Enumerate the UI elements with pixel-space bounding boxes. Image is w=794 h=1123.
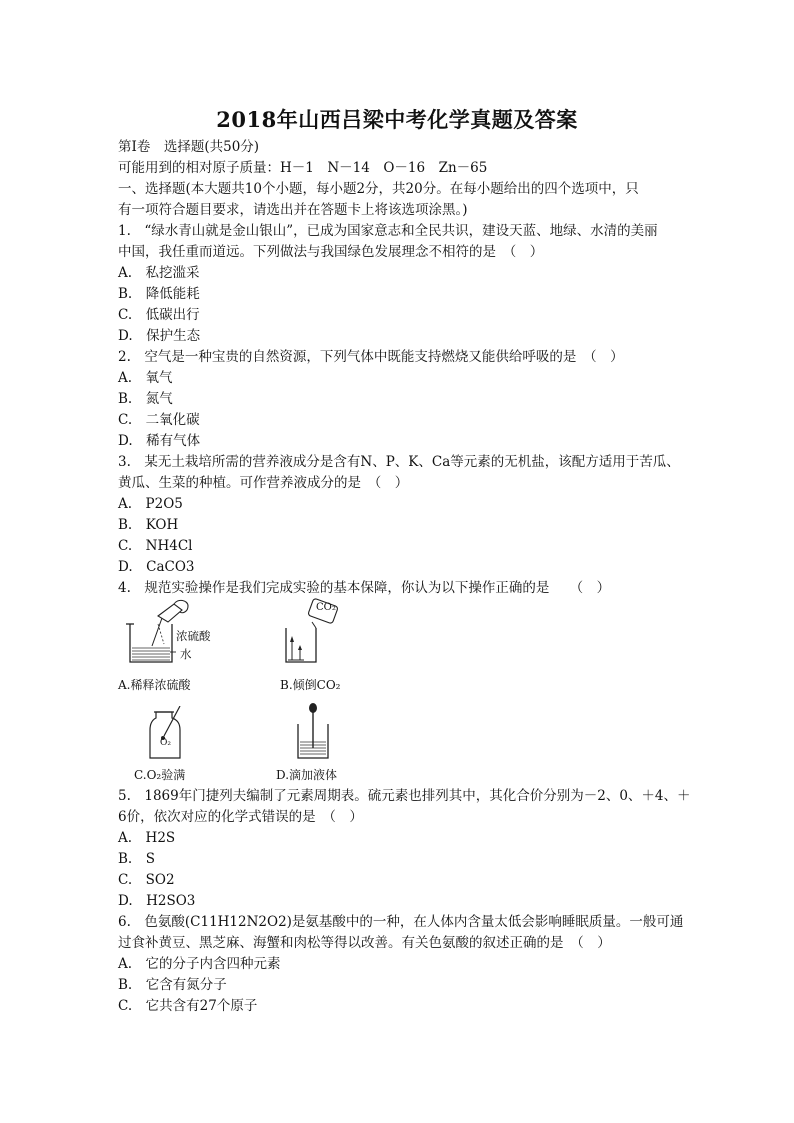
q3-stem-1: 3. 某无土栽培所需的营养液成分是含有N、P、K、Ca等元素的无机盐，该配方适用于苦瓜、 — [118, 454, 680, 470]
q2-option-d: D. 稀有气体 — [118, 433, 201, 449]
figure-c-caption: C.O₂验满 — [134, 768, 186, 782]
q5-option-a: A. H2S — [118, 830, 176, 846]
instructions-line-1: 一、选择题(本大题共10个小题，每小题2分，共20分。在每小题给出的四个选项中，只 — [118, 181, 639, 197]
q3-option-c: C. NH4Cl — [118, 538, 193, 554]
figure-a-caption: A.稀释浓硫酸 — [118, 678, 191, 692]
q1-stem-2: 中国，我任重而道远。下列做法与我国绿色发展理念不相符的是 （ ） — [118, 244, 544, 260]
q2-option-c: C. 二氧化碳 — [118, 412, 200, 428]
q5-stem-2: 6价，依次对应的化学式错误的是 （ ） — [118, 809, 363, 825]
q1-stem-1: 1. “绿水青山就是金山银山”，已成为国家意志和全民共识，建设天蓝、地绿、水清的美丽 — [118, 223, 658, 239]
q4-stem: 4. 规范实验操作是我们完成实验的基本保障，你认为以下操作正确的是 （ ） — [118, 580, 611, 596]
q5-stem-1: 5. 1869年门捷列夫编制了元素周期表。硫元素也排列其中，其化合价分别为－2、0、＋4、＋ — [118, 788, 691, 804]
page-title: 2018年山西吕梁中考化学真题及答案 — [216, 107, 578, 132]
q3-option-a: A. P2O5 — [118, 496, 183, 512]
q6-option-a: A. 它的分子内含四种元素 — [118, 956, 281, 972]
q1-option-d: D. 保护生态 — [118, 328, 201, 344]
figure-a-water-label: 水 — [180, 647, 192, 661]
q2-stem: 2. 空气是一种宝贵的自然资源，下列气体中既能支持燃烧又能供给呼吸的是 （ ） — [118, 349, 624, 365]
q1-option-c: C. 低碳出行 — [118, 307, 200, 323]
q6-stem-2: 过食补黄豆、黑芝麻、海蟹和肉松等得以改善。有关色氨酸的叙述正确的是 （ ） — [118, 935, 611, 951]
q5-option-c: C. SO2 — [118, 872, 175, 888]
instructions-line-2: 有一项符合题目要求，请选出并在答题卡上将该选项涂黑。) — [118, 202, 468, 218]
q2-option-a: A. 氧气 — [118, 370, 173, 386]
figure-c-bottle — [146, 706, 186, 762]
q3-option-d: D. CaCO3 — [118, 559, 195, 575]
q3-option-b: B. KOH — [118, 517, 179, 533]
q6-stem-1: 6. 色氨酸(C11H12N2O2)是氨基酸中的一种，在人体内含量太低会影响睡眠质量。一般可通 — [118, 914, 684, 930]
q5-option-d: D. H2SO3 — [118, 893, 196, 909]
q2-option-b: B. 氮气 — [118, 391, 173, 407]
figure-a-acid-label: 浓硫酸 — [176, 629, 211, 643]
figure-c-tag: O₂ — [160, 738, 171, 748]
q1-option-b: B. 降低能耗 — [118, 286, 200, 302]
figure-b-tag: CO₂ — [316, 602, 336, 613]
section-heading: 第Ⅰ卷 选择题(共50分) — [118, 139, 260, 155]
q6-option-c: C. 它共含有27个原子 — [118, 998, 258, 1014]
q3-stem-2: 黄瓜、生菜的种植。可作营养液成分的是 （ ） — [118, 475, 409, 491]
figure-d-caption: D.滴加液体 — [276, 768, 338, 782]
atomic-mass-line: 可能用到的相对原子质量：H－1 N－14 O－16 Zn－65 — [118, 160, 488, 176]
q1-option-a: A. 私挖滥采 — [118, 265, 200, 281]
q4-figures — [118, 598, 418, 784]
figure-d-beaker — [294, 702, 334, 762]
q5-option-b: B. S — [118, 851, 155, 867]
figure-b-caption: B.倾倒CO₂ — [280, 678, 341, 692]
q6-option-b: B. 它含有氮分子 — [118, 977, 227, 993]
